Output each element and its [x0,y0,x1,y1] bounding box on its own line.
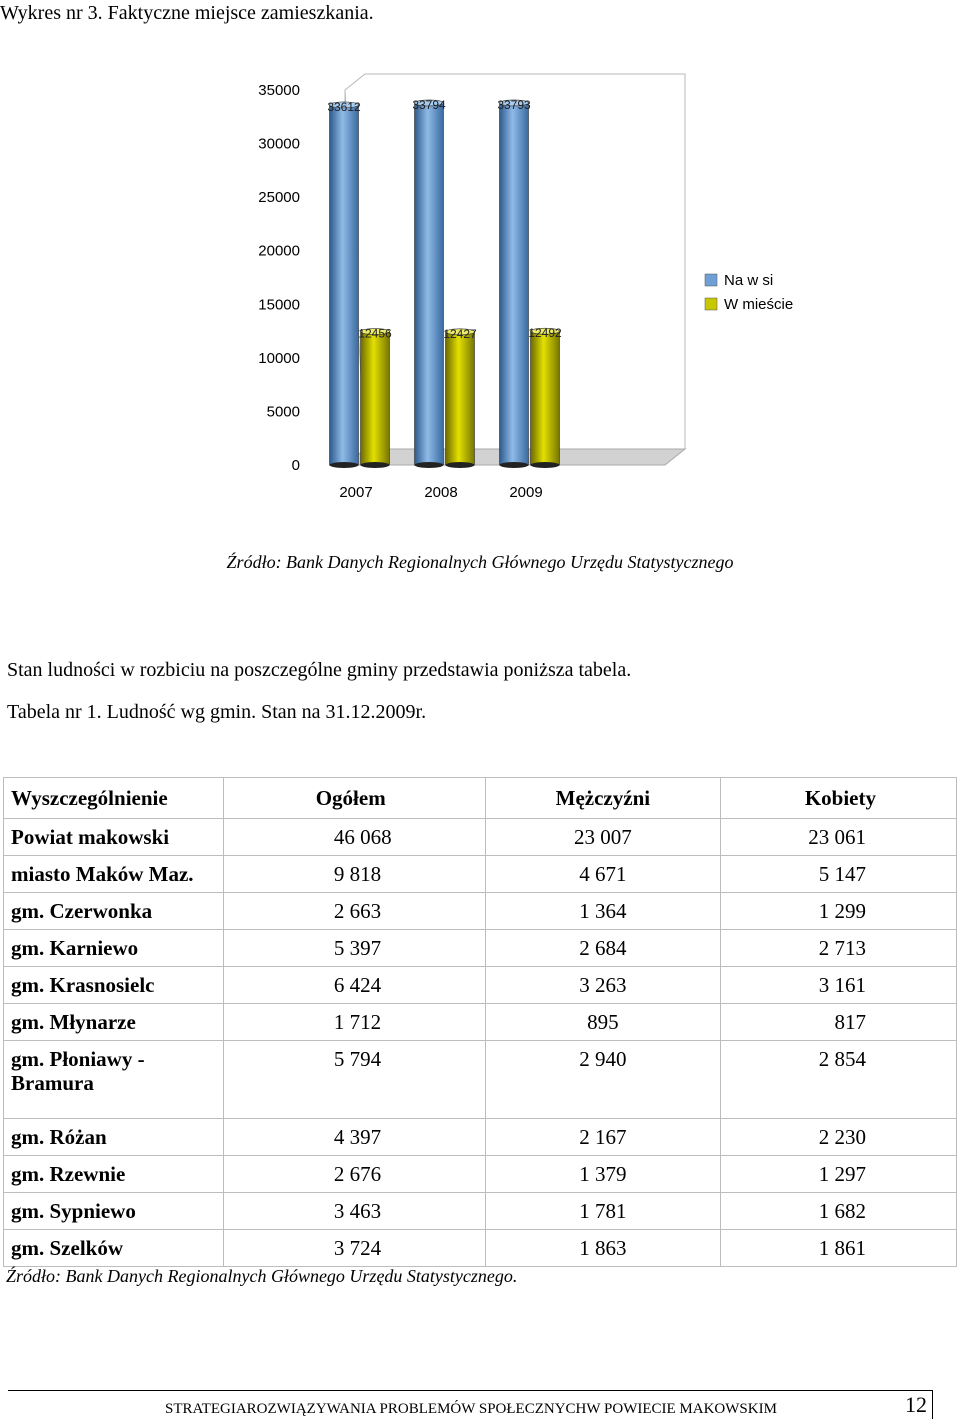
value-cell: 5 397 [223,930,485,967]
row-label-cell: gm. Krasnosielc [4,967,224,1004]
header-cell: Mężczyźni [485,778,721,819]
bar-bottom [500,462,529,468]
legend-label: W mieście [724,296,794,313]
value-cell: 4 397 [223,1119,485,1156]
value-cell: 2 713 [721,930,957,967]
data-label: 33794 [412,97,446,112]
value-cell: 2 663 [223,893,485,930]
value-cell: 46 068 [223,819,485,856]
value-cell: 3 463 [223,1193,485,1230]
row-label-cell: Powiat makowski [4,819,224,856]
footer-rule [8,1390,932,1391]
value-cell: 1 297 [721,1156,957,1193]
bar-bottom [361,462,390,468]
table-row [4,856,957,893]
y-tick-label: 25000 [258,189,300,207]
value-cell: 4 671 [485,856,721,893]
y-tick-label: 0 [291,457,300,474]
bar-bottom [415,462,444,468]
value-cell: 3 161 [721,967,957,1004]
value-cell: 2 676 [223,1156,485,1193]
value-cell: 817 [721,1004,957,1041]
value-cell: 2 940 [485,1041,721,1119]
table-row [4,1156,957,1193]
value-cell: 5 794 [223,1041,485,1119]
value-cell: 1 712 [223,1004,485,1041]
value-cell: 1 379 [485,1156,721,1193]
table-row [4,1041,957,1119]
chart-title: Wykres nr 3. Faktyczne miejsce zamieszkania. [0,2,374,24]
table-header-row [4,778,957,819]
legend-swatch [705,298,717,310]
value-cell: 895 [485,1004,721,1041]
legend-label: Na w si [724,272,774,289]
data-label: 12456 [358,326,392,341]
x-tick-label: 2007 [339,484,373,501]
y-tick-label: 15000 [258,296,300,314]
page-number: 12 [905,1392,927,1417]
value-cell: 1 299 [721,893,957,930]
row-label-cell: miasto Maków Maz. [4,856,224,893]
value-cell: 1 861 [721,1230,957,1267]
bar-na-w-si [500,103,529,465]
table-row [4,1193,957,1230]
value-cell: 1 682 [721,1193,957,1230]
legend-swatch [705,274,717,286]
footer-text: STRATEGIAROZWIĄZYWANIA PROBLEMÓW SPOŁECZNYCHW POWIECIE MAKOWSKIM [165,1401,777,1417]
y-tick-label: 20000 [258,242,300,260]
value-cell: 2 854 [721,1041,957,1119]
table-row [4,1119,957,1156]
x-tick-label: 2009 [509,484,543,501]
data-label: 12427 [443,326,477,341]
y-tick-label: 30000 [258,135,300,153]
y-tick-label: 10000 [258,349,300,367]
bar-bottom [446,462,475,468]
value-cell: 5 147 [721,856,957,893]
value-cell: 23 007 [485,819,721,856]
row-label-cell: gm. Szelków [4,1230,224,1267]
data-label: 33793 [497,97,531,112]
bar-bottom [531,462,560,468]
table-row [4,819,957,856]
row-label-cell: gm. Sypniewo [4,1193,224,1230]
bar-na-w-si [330,105,359,465]
value-cell: 23 061 [721,819,957,856]
intro-paragraph: Stan ludności w rozbiciu na poszczególne gminy przedstawia poniższa tabela. [7,659,632,681]
row-label-cell: gm. Rzewnie [4,1156,224,1193]
table-row [4,893,957,930]
value-cell: 2 167 [485,1119,721,1156]
row-label-cell: gm. Młynarze [4,1004,224,1041]
row-label-cell: gm. Różan [4,1119,224,1156]
y-tick-label: 5000 [266,403,300,421]
value-cell: 6 424 [223,967,485,1004]
value-cell: 3 263 [485,967,721,1004]
chart-source-note: Źródło: Bank Danych Regionalnych Głównego Urzędu Statystycznego [226,552,734,572]
table-body [4,819,957,1267]
row-label-cell: gm. Czerwonka [4,893,224,930]
bar-w-mieście [531,331,560,465]
data-label: 12492 [528,326,562,341]
value-cell: 3 724 [223,1230,485,1267]
bar-bottom [330,462,359,468]
table-row [4,1004,957,1041]
footer-rule-vertical [932,1390,933,1419]
value-cell: 9 818 [223,856,485,893]
bar-w-mieście [446,332,475,465]
data-label: 33612 [327,99,361,114]
value-cell: 1 781 [485,1193,721,1230]
bar-na-w-si [415,103,444,465]
table-row [4,1230,957,1267]
table-row [4,967,957,1004]
value-cell: 1 364 [485,893,721,930]
row-label-cell: gm. Płoniawy - Bramura [4,1041,224,1119]
chart-legend [705,272,793,313]
header-cell: Kobiety [721,778,957,819]
x-tick-label: 2008 [424,484,458,501]
value-cell: 2 684 [485,930,721,967]
header-cell: Wyszczególnienie [4,778,224,819]
table-source-note: Źródło: Bank Danych Regionalnych Głównego Urzędu Statystycznego. [6,1266,518,1286]
row-label-cell: gm. Karniewo [4,930,224,967]
header-cell: Ogółem [223,778,485,819]
value-cell: 2 230 [721,1119,957,1156]
value-cell: 1 863 [485,1230,721,1267]
population-table [3,777,957,1267]
bar-chart [0,60,960,510]
table-caption: Tabela nr 1. Ludność wg gmin. Stan na 31.12.2009r. [7,701,427,723]
bar-w-mieście [361,332,390,465]
table-row [4,930,957,967]
y-tick-label: 35000 [258,82,300,99]
